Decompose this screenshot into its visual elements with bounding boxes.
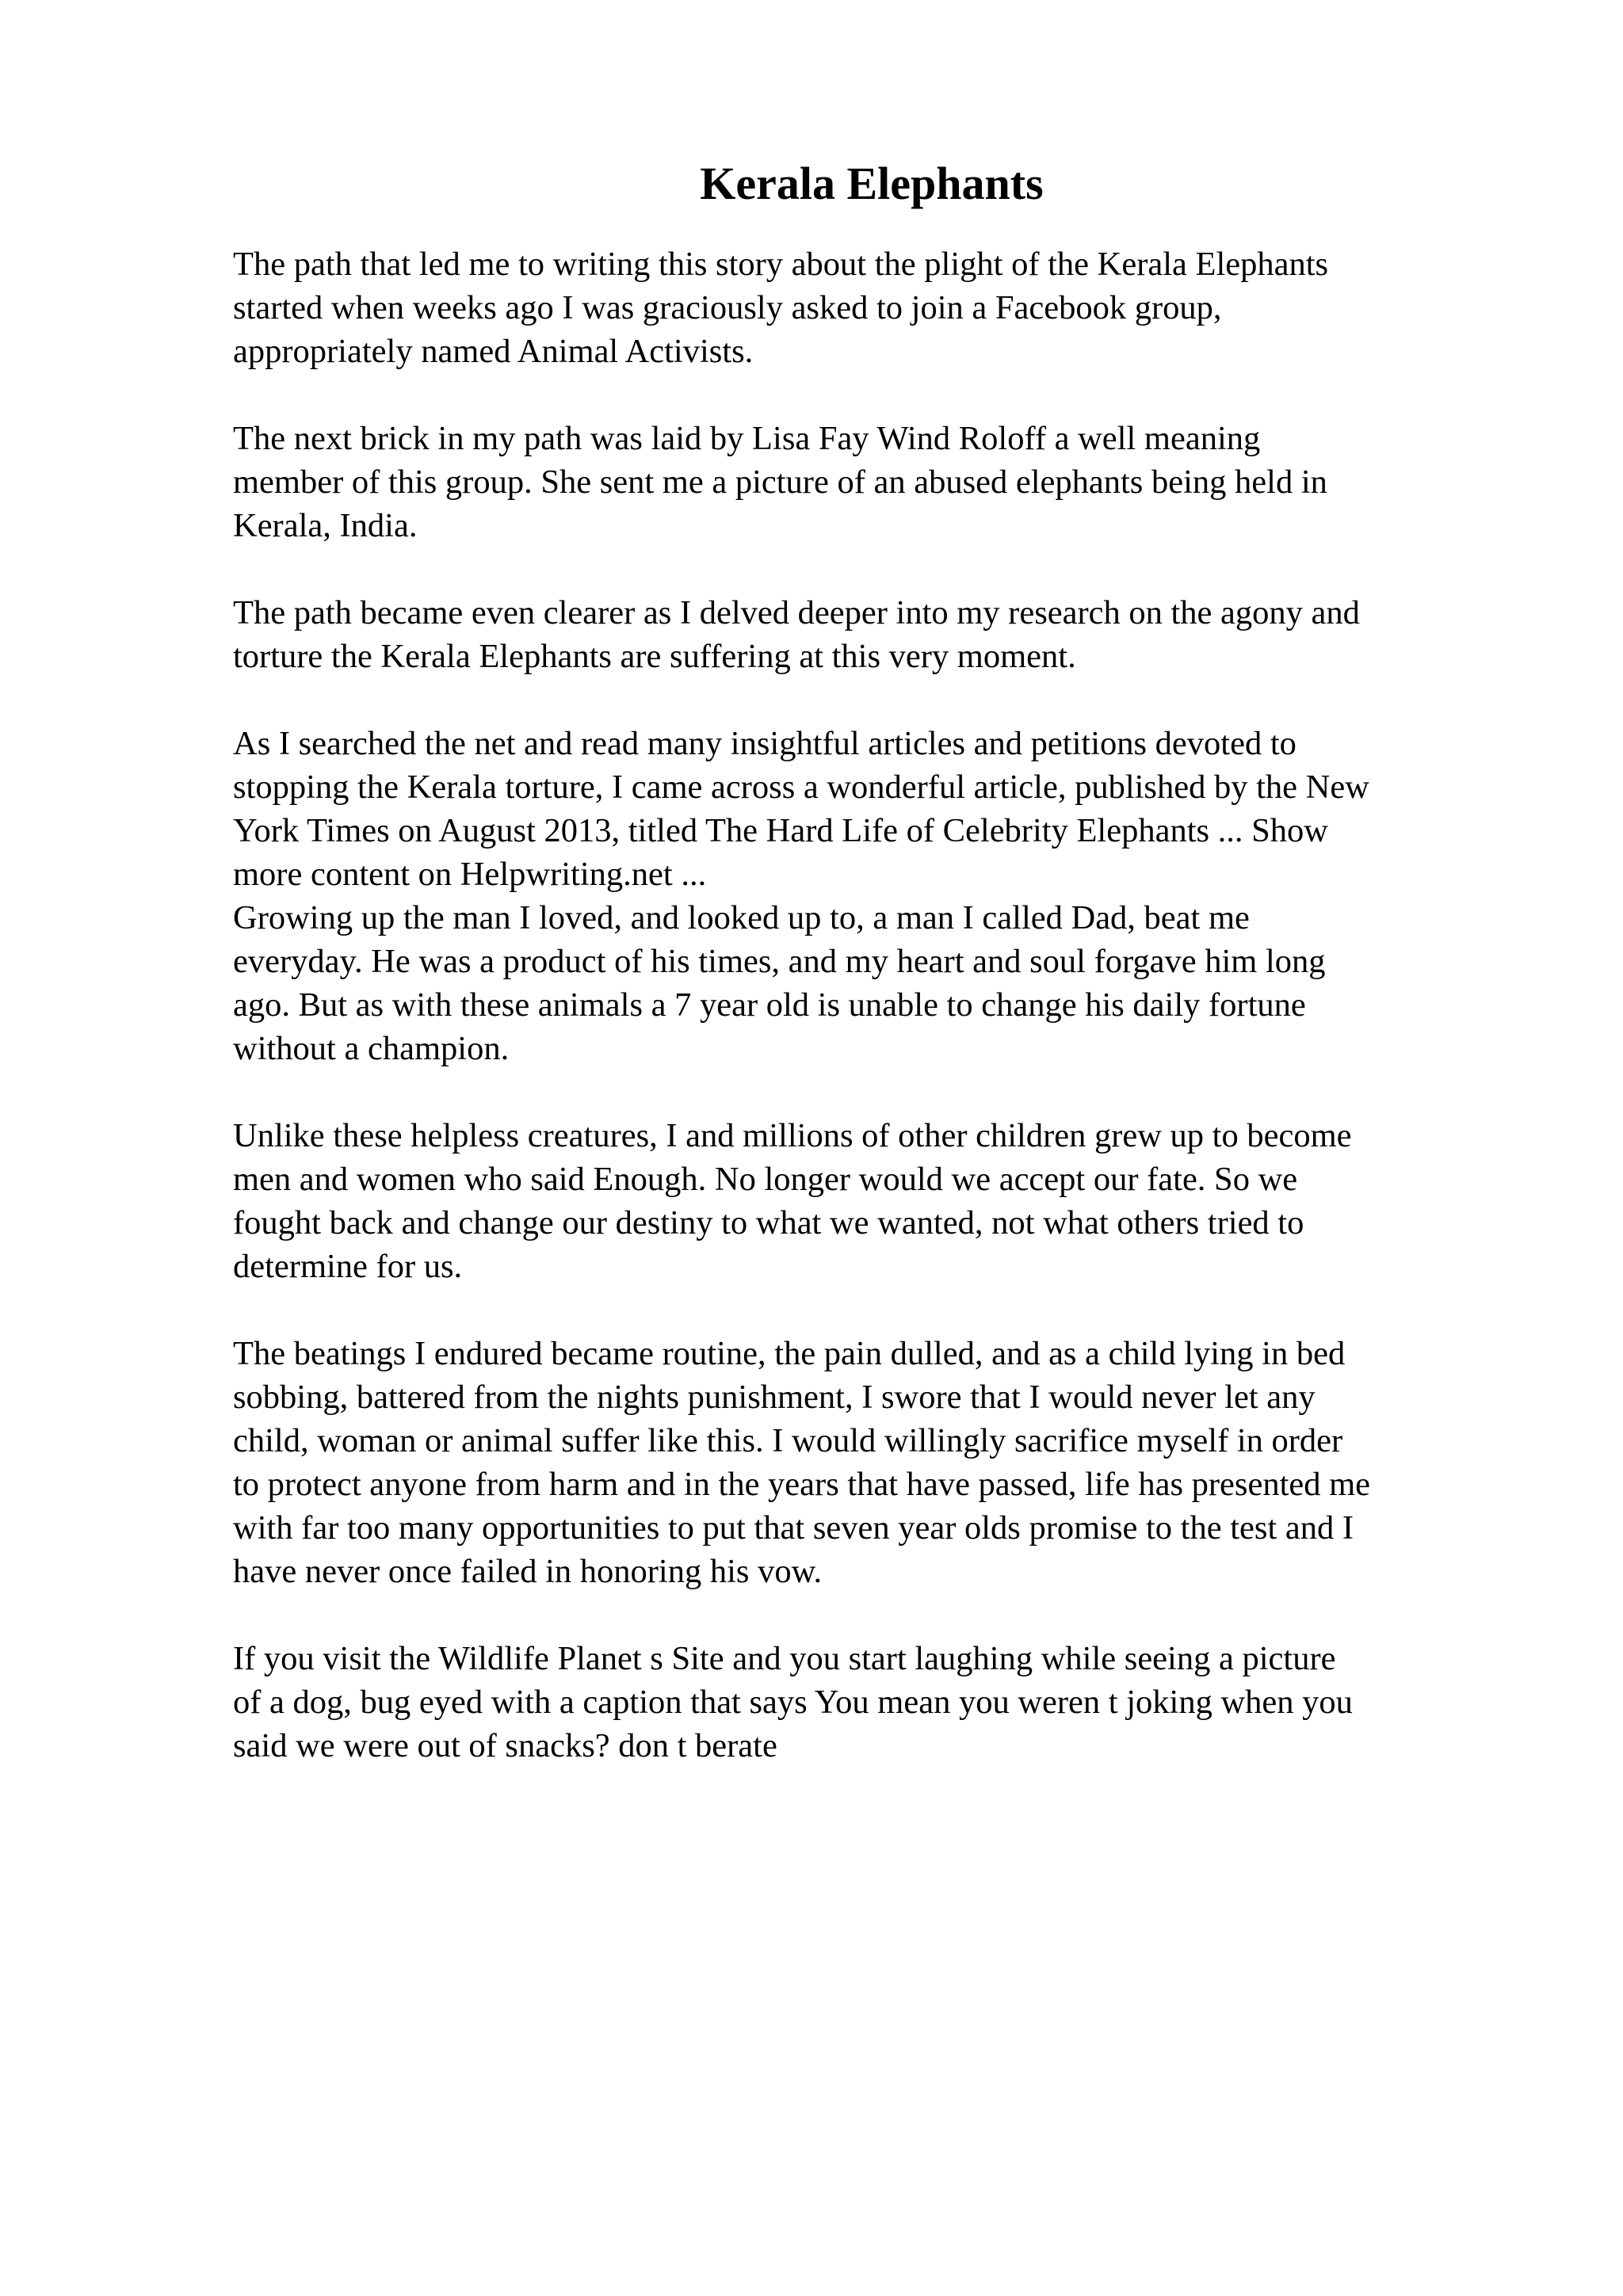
paragraph-4: As I searched the net and read many insightful articles and petitions devoted to stopping the Kerala torture, I came across a wonderful article, published by the New York Times on August 2013, titled The Hard Life of Celebrity Elephants ... Show more content on Helpwriting.net ...	[233, 725, 1369, 893]
document-title: Kerala Elephants	[700, 158, 1044, 209]
paragraph-7: The beatings I endured became routine, the pain dulled, and as a child lying in bed sobbing, battered from the nights punishment, I swore that I would never let any child, woman or animal suffer like this. I would willingly sacrifice myself in order to protect anyone from harm and in the years that have passed, life has presented me with far too many opportunities to put that seven year olds promise to the test and I have never once failed in honoring his vow.	[233, 1335, 1371, 1590]
paragraph-2: The next brick in my path was laid by Lisa Fay Wind Roloff a well meaning member of this group. She sent me a picture of an abused elephants being held in Kerala, India.	[233, 420, 1327, 544]
paragraph-5: Growing up the man I loved, and looked up to, a man I called Dad, beat me everyday. He was a product of his times, and my heart and soul forgave him long ago. But as with these animals a 7 year old is unable to change his daily fortune without a champion.	[233, 899, 1326, 1067]
paragraph-8: If you visit the Wildlife Planet s Site and you start laughing while seeing a picture of a dog, bug eyed with a caption that says You mean you weren t joking when you said we were out of snacks? don t berate	[233, 1640, 1353, 1764]
paragraph-6: Unlike these helpless creatures, I and millions of other children grew up to become men and women who said Enough. No longer would we accept our fate. So we fought back and change our destiny to what we wanted, not what others tried to determine for us.	[233, 1117, 1352, 1285]
paragraph-3: The path became even clearer as I delved deeper into my research on the agony and torture the Kerala Elephants are suffering at this very moment.	[233, 594, 1360, 675]
document-body	[233, 242, 1501, 1811]
paragraph-1: The path that led me to writing this story about the plight of the Kerala Elephants started when weeks ago I was graciously asked to join a Facebook group, appropriately named Animal Activists.	[233, 246, 1329, 370]
